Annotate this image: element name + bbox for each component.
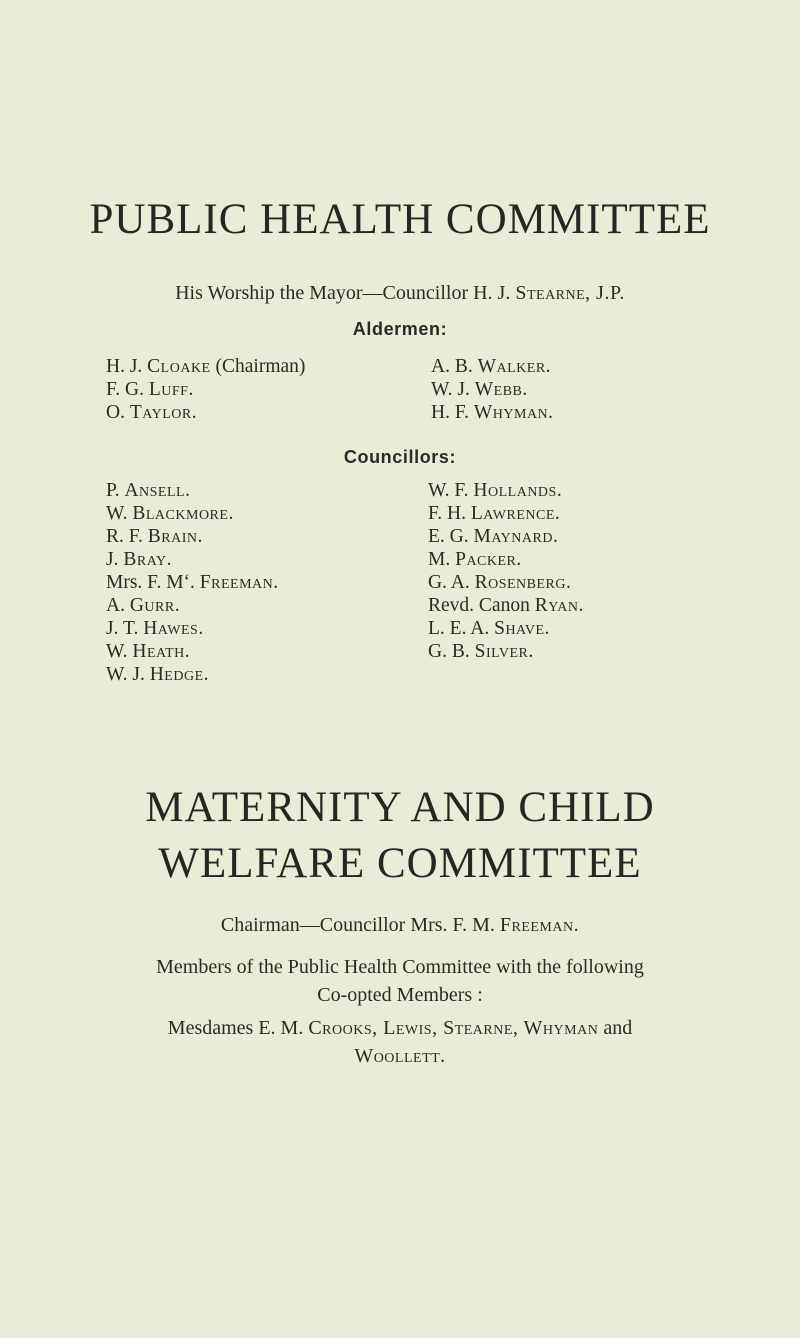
- initials: E. G.: [428, 526, 474, 547]
- surname: Whyman.: [473, 402, 554, 423]
- alderman-entry: [431, 380, 528, 400]
- surname: Lawrence.: [470, 503, 561, 524]
- suffix: (Chairman): [210, 356, 306, 377]
- surname: Ansell.: [124, 480, 191, 501]
- alderman-entry: [431, 357, 551, 377]
- mayor-name: Stearne, J.P.: [515, 282, 625, 304]
- councillor-entry: [106, 619, 204, 639]
- councillor-entry: [428, 619, 550, 639]
- surname: Rosenberg.: [474, 572, 572, 593]
- initials: R. F.: [106, 526, 148, 547]
- aldermen-heading: Aldermen:: [352, 319, 448, 339]
- councillor-entry: [428, 527, 558, 547]
- public-health-title: PUBLIC HEALTH COMMITTEE: [89, 196, 711, 243]
- initials: H. F.: [431, 402, 474, 423]
- chairman-line: [0, 915, 800, 935]
- members-line-2: Co-opted Members :: [317, 984, 483, 1006]
- councillor-entry: [106, 504, 234, 524]
- initials: G. B.: [428, 641, 475, 662]
- surname: Hedge.: [149, 664, 210, 685]
- councillor-entry: [428, 550, 522, 570]
- councillor-entry: [428, 642, 534, 662]
- councillor-entry: [106, 596, 180, 616]
- councillor-entry: [428, 481, 562, 501]
- alderman-entry: [106, 380, 194, 400]
- chairman-name: Freeman.: [499, 914, 580, 936]
- initials: O.: [106, 402, 130, 423]
- chairman-prefix: Chairman—Councillor Mrs. F. M.: [220, 914, 500, 936]
- surname: Bray.: [123, 549, 172, 570]
- initials: W.: [106, 503, 133, 524]
- alderman-entry: [431, 403, 554, 423]
- surname: Cloake: [147, 356, 211, 377]
- surname: Taylor.: [129, 402, 198, 423]
- councillor-entry: [428, 596, 584, 616]
- mayor-prefix: His Worship the Mayor—Councillor H. J.: [175, 282, 516, 304]
- surname: Gurr.: [129, 595, 181, 616]
- initials: F. G.: [106, 379, 149, 400]
- initials: W.: [106, 641, 133, 662]
- initials: J.: [106, 549, 124, 570]
- councillor-entry: [428, 504, 560, 524]
- alderman-entry: [106, 357, 305, 377]
- councillor-entry: [428, 573, 571, 593]
- councillor-entry: [106, 527, 203, 547]
- initials: Mrs. F. Mʻ.: [106, 572, 200, 593]
- councillor-entry: [106, 573, 279, 593]
- surname: Blackmore.: [132, 503, 234, 524]
- initials: G. A.: [428, 572, 475, 593]
- surname: Luff.: [148, 379, 194, 400]
- surname: Walker.: [477, 356, 552, 377]
- mesdames-names: Crooks, Lewis, Stearne, Whyman: [308, 1017, 599, 1039]
- surname: Ryan.: [534, 595, 584, 616]
- initials: H. J.: [106, 356, 148, 377]
- surname: Silver.: [474, 641, 534, 662]
- surname: Webb.: [474, 379, 528, 400]
- surname: Heath.: [132, 641, 191, 662]
- mesdames-line: [0, 1018, 800, 1038]
- initials: W. J.: [431, 379, 475, 400]
- mesdames-and: and: [598, 1017, 633, 1039]
- surname: Maynard.: [473, 526, 559, 547]
- councillor-entry: [106, 665, 209, 685]
- councillor-entry: [106, 550, 172, 570]
- initials: A. B.: [431, 356, 478, 377]
- members-line-1: Members of the Public Health Committee with the following: [156, 956, 644, 978]
- mesdames-last: Woollett.: [354, 1045, 446, 1067]
- councillors-heading: Councillors:: [343, 447, 457, 467]
- surname: Freeman.: [199, 572, 279, 593]
- surname: Packer.: [455, 549, 522, 570]
- alderman-entry: [106, 403, 197, 423]
- initials: A.: [106, 595, 130, 616]
- initials: F. H.: [428, 503, 471, 524]
- initials: W. F.: [428, 480, 474, 501]
- maternity-title-line2: WELFARE COMMITTEE: [158, 840, 642, 887]
- surname: Shave.: [494, 618, 550, 639]
- surname: Hollands.: [473, 480, 563, 501]
- initials: P.: [106, 480, 125, 501]
- initials: W. J.: [106, 664, 150, 685]
- surname: Hawes.: [143, 618, 204, 639]
- initials: Revd. Canon: [428, 595, 535, 616]
- initials: M.: [428, 549, 456, 570]
- surname: Brain.: [147, 526, 203, 547]
- maternity-title-line1: MATERNITY AND CHILD: [145, 784, 655, 831]
- councillor-entry: [106, 642, 190, 662]
- initials: L. E. A.: [428, 618, 495, 639]
- initials: J. T.: [106, 618, 144, 639]
- councillor-entry: [106, 481, 190, 501]
- mesdames-prefix: Mesdames E. M.: [167, 1017, 309, 1039]
- mayor-line: [0, 283, 800, 303]
